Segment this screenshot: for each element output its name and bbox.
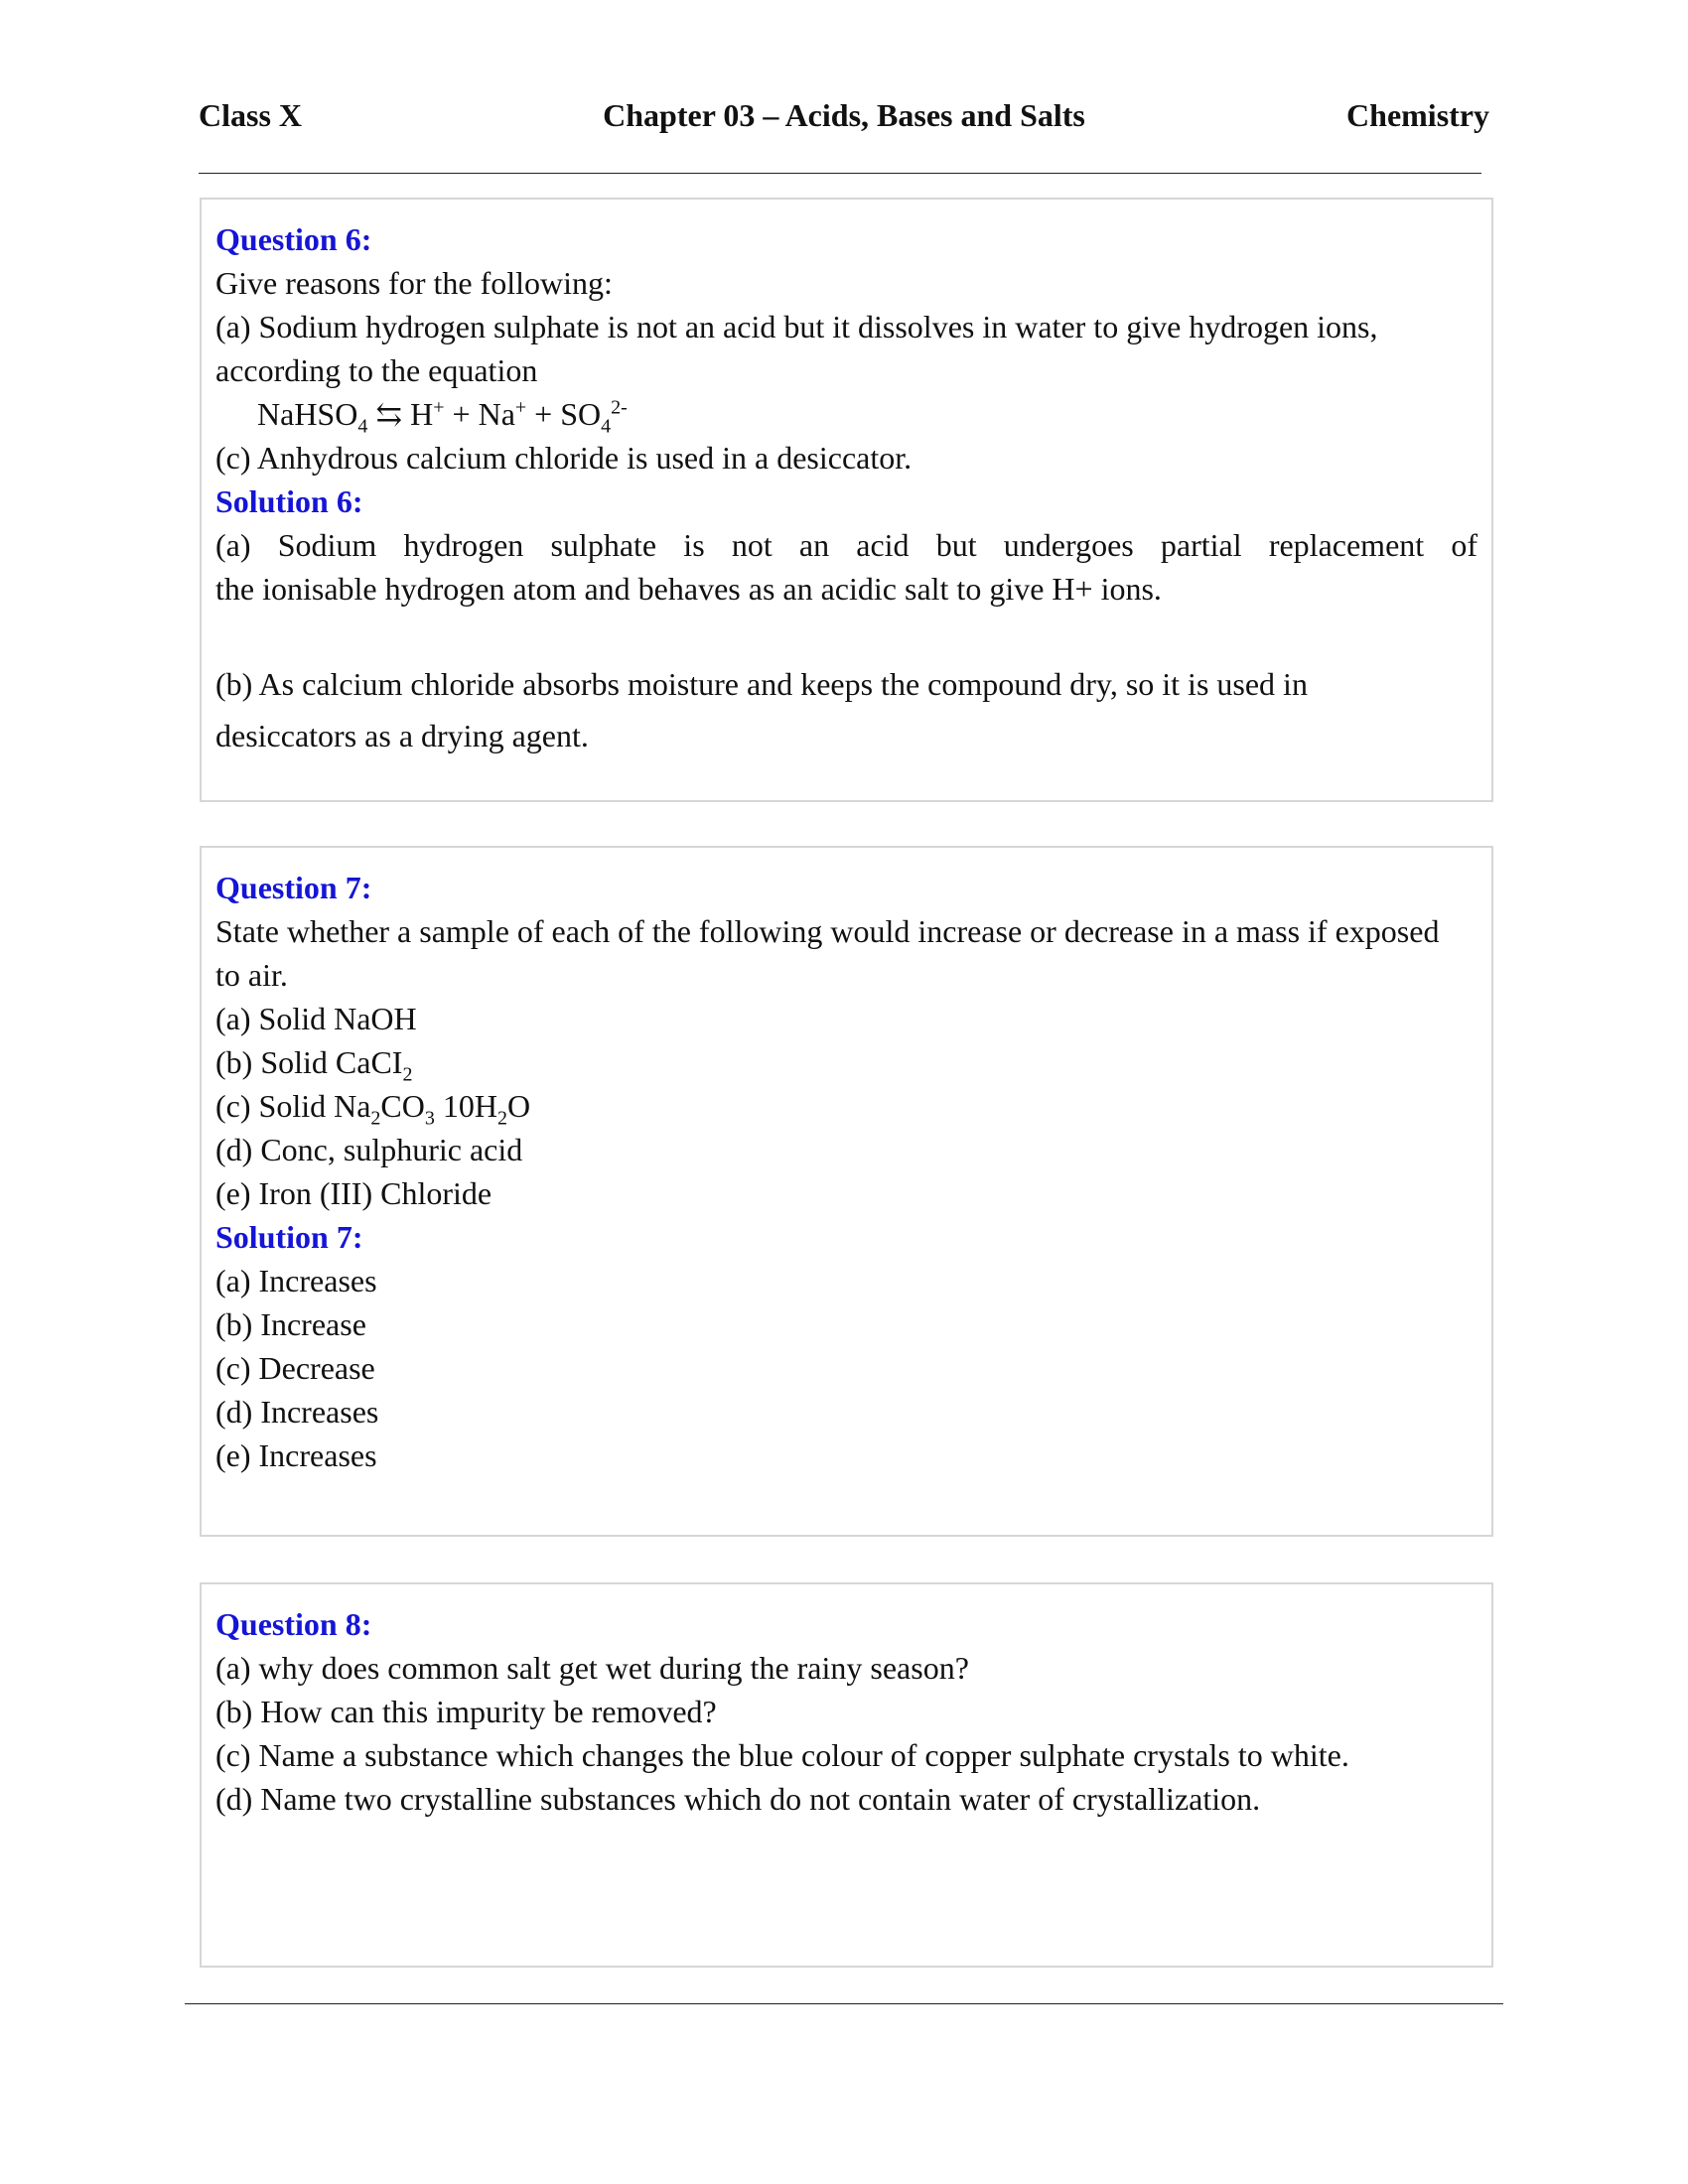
item-c-sub1: 2 bbox=[370, 1107, 381, 1130]
eq-plus-2: + bbox=[534, 396, 553, 432]
item-b-text: Solid CaCI bbox=[260, 1044, 403, 1080]
question-6-intro: Give reasons for the following: bbox=[215, 265, 613, 301]
question-7-item-b bbox=[215, 1040, 1477, 1084]
eq-h-sup: + bbox=[433, 396, 445, 419]
eq-so-sup: 2- bbox=[611, 396, 628, 419]
footer-divider bbox=[185, 2003, 1503, 2004]
solution-7-answer: (d) Increases bbox=[215, 1394, 379, 1430]
question-7-intro-line2: to air. bbox=[215, 957, 288, 993]
question-7-intro-line1: State whether a sample of each of the following would increase or decrease in a mass if exposed bbox=[215, 913, 1440, 949]
eq-so: SO bbox=[560, 396, 602, 432]
item-b-prefix: (b) bbox=[215, 1044, 253, 1080]
solution-6-a-line1: (a) Sodium hydrogen sulphate is not an acid but undergoes partial replacement of bbox=[215, 527, 1477, 563]
question-6-part-a-line1: (a) Sodium hydrogen sulphate is not an acid but it dissolves in water to give hydrogen ions, bbox=[215, 309, 1378, 344]
solution-7-label: Solution 7: bbox=[215, 1219, 363, 1255]
item-c-text3: 10H bbox=[434, 1088, 497, 1124]
question-6-box bbox=[200, 198, 1493, 802]
item-b-sub: 2 bbox=[402, 1063, 413, 1086]
solution-7-answer: (a) Increases bbox=[215, 1263, 377, 1298]
solution-6-a-line2: the ionisable hydrogen atom and behaves as an acidic salt to give H+ ions. bbox=[215, 571, 1162, 607]
page-header bbox=[199, 97, 1489, 147]
question-7-item-d: (d) Conc, sulphuric acid bbox=[215, 1132, 523, 1167]
eq-reactant-sub: 4 bbox=[357, 415, 368, 438]
question-7-item-e: (e) Iron (III) Chloride bbox=[215, 1175, 492, 1211]
header-class: Class X bbox=[199, 97, 303, 133]
item-c-sub2: 3 bbox=[424, 1107, 435, 1130]
header-chapter-title: Chapter 03 – Acids, Bases and Salts bbox=[603, 97, 1085, 133]
eq-na-sup: + bbox=[514, 396, 527, 419]
solution-6-b-line2: desiccators as a drying agent. bbox=[215, 718, 589, 753]
question-7-label: Question 7: bbox=[215, 870, 372, 905]
eq-na: Na bbox=[478, 396, 515, 432]
solution-7-answer: (b) Increase bbox=[215, 1306, 366, 1342]
question-8-item: (c) Name a substance which changes the blue colour of copper sulphate crystals to white. bbox=[215, 1737, 1349, 1773]
item-c-text1: Solid Na bbox=[258, 1088, 371, 1124]
solution-6-b-line1: (b) As calcium chloride absorbs moisture and keeps the compound dry, so it is used in bbox=[215, 666, 1308, 702]
item-c-text2: CO bbox=[380, 1088, 425, 1124]
item-c-text4: O bbox=[506, 1088, 531, 1124]
question-8-item: (a) why does common salt get wet during the rainy season? bbox=[215, 1650, 969, 1686]
eq-plus-1: + bbox=[452, 396, 471, 432]
item-c-sub3: 2 bbox=[496, 1107, 507, 1130]
solution-7-answer: (e) Increases bbox=[215, 1437, 377, 1473]
question-6-part-c: (c) Anhydrous calcium chloride is used in a desiccator. bbox=[215, 440, 913, 476]
header-subject: Chemistry bbox=[1346, 97, 1489, 133]
question-6-label: Question 6: bbox=[215, 221, 372, 257]
question-8-item: (b) How can this impurity be removed? bbox=[215, 1694, 717, 1729]
question-8-label: Question 8: bbox=[215, 1606, 372, 1642]
question-6-equation bbox=[215, 392, 1477, 436]
question-7-item-c bbox=[215, 1084, 1477, 1128]
header-divider bbox=[199, 173, 1481, 174]
eq-h: H bbox=[410, 396, 434, 432]
solution-7-answer: (c) Decrease bbox=[215, 1350, 375, 1386]
question-8-box bbox=[200, 1582, 1493, 1968]
question-6-part-a-line2: according to the equation bbox=[215, 352, 538, 388]
eq-so-sub: 4 bbox=[601, 415, 612, 438]
question-7-item-a: (a) Solid NaOH bbox=[215, 1001, 417, 1036]
solution-6-label: Solution 6: bbox=[215, 483, 363, 519]
question-8-item: (d) Name two crystalline substances which do not contain water of crystallization. bbox=[215, 1781, 1261, 1817]
eq-arrow: ⇆ bbox=[375, 396, 403, 432]
eq-reactant: NaHSO bbox=[257, 396, 358, 432]
question-7-box bbox=[200, 846, 1493, 1537]
item-c-prefix: (c) bbox=[215, 1088, 251, 1124]
